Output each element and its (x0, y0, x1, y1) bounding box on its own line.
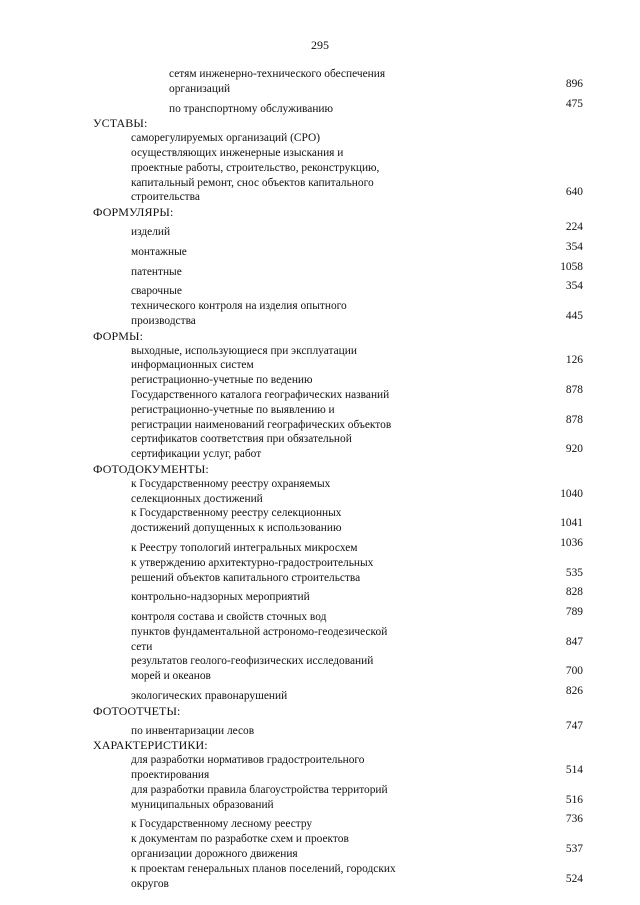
entry-page-number: 126 (565, 354, 583, 367)
entry-page-number: 920 (565, 443, 583, 456)
entry-text: к Государственному реестру охраняемых селекционных достижений (131, 477, 331, 505)
entry-text: экологических правонарушений (131, 690, 288, 703)
section-heading: ФОТОДОКУМЕНТЫ: (93, 461, 209, 476)
entry-text: регистрационно-учетные по ведению Государственного каталога географических названий (131, 374, 390, 401)
entry-page-number: 354 (565, 280, 583, 293)
index-entry (93, 783, 583, 813)
entry-text: для разработки нормативов градостроительного проектирования (131, 754, 365, 782)
entry-text: результатов геолого-геофизических исследований морей и океанов (131, 655, 374, 683)
index-entry (93, 131, 583, 205)
entry-text: к Реестру топологий интегральных микросхем (131, 541, 358, 554)
entry-page-number: 535 (565, 566, 583, 579)
entry-text: по транспортному обслуживанию (169, 102, 334, 115)
entry-page-number: 524 (565, 872, 583, 885)
entry-text: технического контроля на изделия опытного производства (131, 300, 347, 327)
index-entry (93, 477, 583, 507)
entry-text: регистрационно-учетные по выявлению и регистрации наименований географических объектов (131, 403, 392, 431)
entry-page-number: 826 (565, 685, 583, 698)
index-entry (93, 684, 583, 704)
entry-text: пунктов фундаментальной астрономо-геодезической сети (131, 625, 388, 653)
index-entry (93, 506, 583, 536)
entry-page-number: 700 (565, 665, 583, 678)
entry-page-number: 445 (565, 309, 583, 322)
index-entry (93, 344, 583, 374)
index-section (93, 329, 583, 462)
index-section (93, 704, 583, 739)
index-entry (93, 719, 583, 739)
section-heading: ФОТООТЧЕТЫ: (93, 703, 181, 718)
entry-text: монтажные (131, 245, 187, 258)
entry-page-number: 516 (565, 793, 583, 806)
index-content (93, 67, 583, 891)
entry-page-number: 878 (565, 383, 583, 396)
entry-page-number: 640 (565, 186, 583, 199)
entry-text: по инвентаризации лесов (131, 724, 255, 737)
entry-page-number: 1058 (560, 260, 583, 273)
index-section (93, 116, 583, 205)
entry-text: патентные (131, 265, 182, 278)
entry-page-number: 475 (565, 97, 583, 110)
entry-text: сетям инженерно-технического обеспечения организаций (169, 68, 386, 95)
entry-text: саморегулируемых организаций (СРО) осуществляющих инженерные изыскания и проектные работы, строительство, реконструкцию, капитальный ремонт, снос объектов капитального строительства (131, 132, 380, 204)
entry-text: контроля состава и свойств сточных вод (131, 611, 327, 624)
page-number: 295 (311, 38, 329, 52)
entry-text: сертификатов соответствия при обязательной сертификации услуг, работ (131, 433, 352, 461)
entry-text: изделий (131, 225, 171, 238)
index-entry (93, 240, 583, 260)
index-entry (93, 67, 583, 97)
section-heading: ФОРМУЛЯРЫ: (93, 205, 174, 220)
index-entry (93, 654, 583, 684)
entry-text: к Государственному реестру селекционных достижений допущенных к использованию (131, 507, 342, 535)
index-entry (93, 625, 583, 655)
index-entry (93, 585, 583, 605)
index-entry (93, 832, 583, 862)
index-entry (93, 403, 583, 433)
section-heading: УСТАВЫ: (93, 116, 148, 131)
index-entry (93, 220, 583, 240)
entry-page-number: 514 (565, 764, 583, 777)
index-entry (93, 432, 583, 462)
entry-page-number: 354 (565, 240, 583, 253)
entry-page-number: 789 (565, 606, 583, 619)
index-entry (93, 536, 583, 556)
entry-text: сварочные (131, 285, 182, 298)
entry-text: к документам по разработке схем и проектов организации дорожного движения (131, 833, 349, 861)
entry-text: выходные, использующиеся при эксплуатации информационных систем (131, 344, 357, 372)
index-section (93, 462, 583, 704)
entry-page-number: 1036 (560, 536, 583, 549)
entry-text: для разработки правила благоустройства территорий муниципальных образований (131, 783, 388, 811)
entry-text: к проектам генеральных планов поселений, городских округов (131, 862, 396, 890)
entry-page-number: 1040 (560, 487, 583, 500)
index-entry (93, 753, 583, 783)
index-entry (93, 279, 583, 299)
entry-page-number: 828 (565, 586, 583, 599)
entry-page-number: 224 (565, 220, 583, 233)
index-section (93, 67, 583, 116)
index-entry (93, 373, 583, 403)
entry-text: к утверждению архитектурно-градостроительных решений объектов капитального строительства (131, 556, 374, 584)
entry-page-number: 1041 (560, 517, 583, 530)
entry-page-number: 537 (565, 843, 583, 856)
index-entry (93, 260, 583, 280)
entry-page-number: 747 (565, 719, 583, 732)
index-entry (93, 97, 583, 117)
entry-text: к Государственному лесному реестру (131, 818, 313, 831)
index-entry (93, 299, 583, 329)
entry-page-number: 847 (565, 635, 583, 648)
index-entry (93, 862, 583, 892)
index-section (93, 205, 583, 329)
index-entry (93, 605, 583, 625)
section-heading: ХАРАКТЕРИСТИКИ: (93, 738, 208, 753)
index-section (93, 738, 583, 891)
index-entry (93, 556, 583, 586)
entry-text: контрольно-надзорных мероприятий (131, 591, 310, 604)
entry-page-number: 896 (565, 77, 583, 90)
section-heading: ФОРМЫ: (93, 328, 144, 343)
entry-page-number: 736 (565, 813, 583, 826)
index-entry (93, 812, 583, 832)
entry-page-number: 878 (565, 413, 583, 426)
